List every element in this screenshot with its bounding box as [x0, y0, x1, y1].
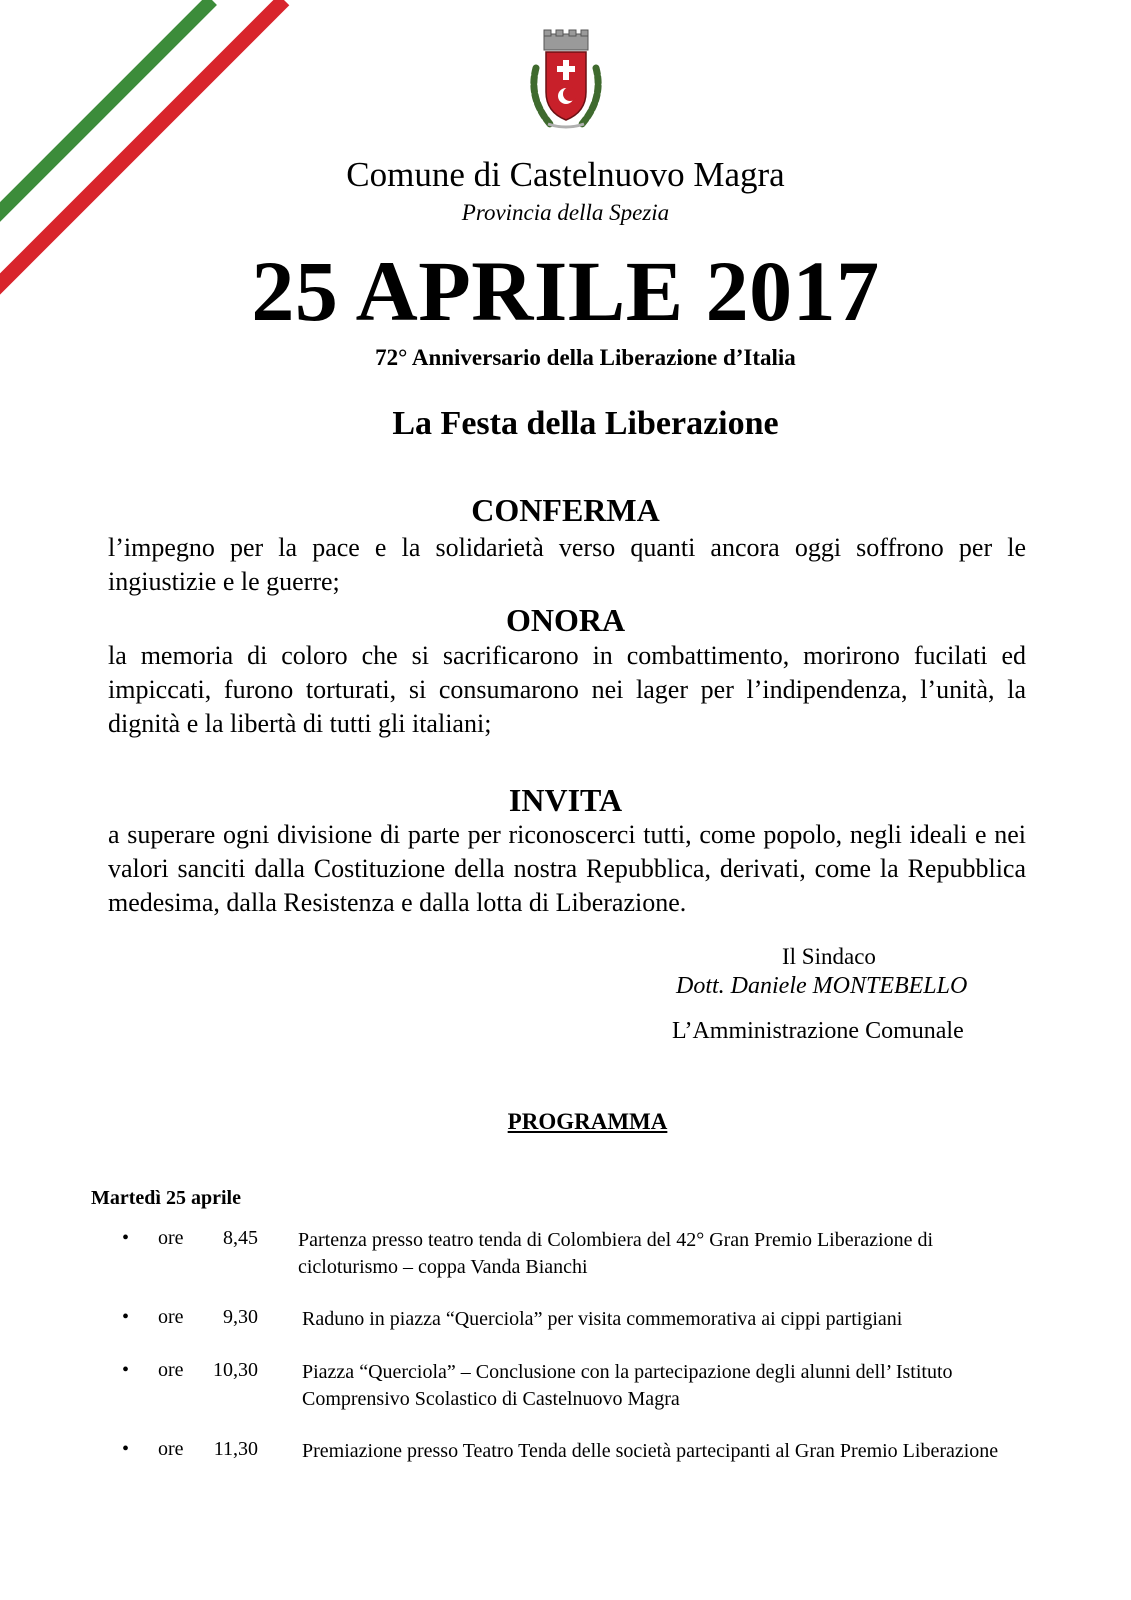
item-time: 9,30 — [223, 1306, 258, 1328]
date-title: 25 APRILE 2017 — [251, 243, 880, 339]
item-description: Piazza “Querciola” – Conclusione con la partecipazione degli alunni dell’ Istituto Comprensivo Scolastico di Castelnuovo Magra — [302, 1361, 953, 1410]
anniversary-subtitle: 72° Anniversario della Liberazione d’Italia — [375, 345, 796, 370]
bullet-icon: • — [122, 1359, 130, 1381]
bullet-icon: • — [122, 1306, 130, 1328]
conferma-paragraph: l’impegno per la pace e la solidarietà verso quanti ancora oggi soffrono per le ingiustizie e le guerre; — [108, 533, 1026, 596]
invita-heading: INVITA — [508, 782, 623, 818]
onora-paragraph: la memoria di coloro che si sacrificarono in combattimento, morirono fucilati ed impiccati, furono torturati, si consumarono nei lager per l’indipendenza, l’unità, la dignità e la libertà di tutti gli italiani; — [108, 641, 1026, 738]
festa-heading: La Festa della Liberazione — [392, 405, 779, 442]
item-ore-label: ore — [158, 1359, 184, 1381]
invita-paragraph: a superare ogni divisione di parte per riconoscerci tutti, come popolo, negli ideali e nei valori sanciti dalla Costituzione della nostra Repubblica, derivati, come la Repubblica medesima, dalla Resistenza e dalla lotta di Liberazione. — [108, 820, 1026, 917]
municipal-crest-icon — [526, 28, 606, 132]
signature-administration: L’Amministrazione Comunale — [672, 1018, 964, 1044]
comune-name: Comune di Castelnuovo Magra — [346, 155, 785, 194]
item-ore-label: ore — [158, 1306, 184, 1328]
bullet-icon: • — [122, 1438, 130, 1460]
bullet-icon: • — [122, 1227, 130, 1249]
onora-heading: ONORA — [505, 602, 626, 638]
item-description: Raduno in piazza “Querciola” per visita commemorativa ai cippi partigiani — [302, 1308, 903, 1330]
item-ore-label: ore — [158, 1227, 184, 1249]
provincia-name: Provincia della Spezia — [461, 200, 670, 225]
item-time: 11,30 — [213, 1438, 258, 1460]
conferma-heading: CONFERMA — [471, 492, 660, 528]
programma-heading: PROGRAMMA — [507, 1109, 668, 1134]
item-ore-label: ore — [158, 1438, 184, 1460]
item-time: 10,30 — [213, 1359, 258, 1381]
item-description: Premiazione presso Teatro Tenda delle società partecipanti al Gran Premio Liberazione — [302, 1440, 999, 1462]
signature-title: Il Sindaco — [782, 944, 876, 969]
signature-name: Dott. Daniele MONTEBELLO — [676, 973, 968, 999]
item-time: 8,45 — [223, 1227, 258, 1249]
item-description: Partenza presso teatro tenda di Colombiera del 42° Gran Premio Liberazione di cicloturismo – coppa Vanda Bianchi — [298, 1229, 934, 1278]
programma-day: Martedì 25 aprile — [91, 1187, 241, 1209]
